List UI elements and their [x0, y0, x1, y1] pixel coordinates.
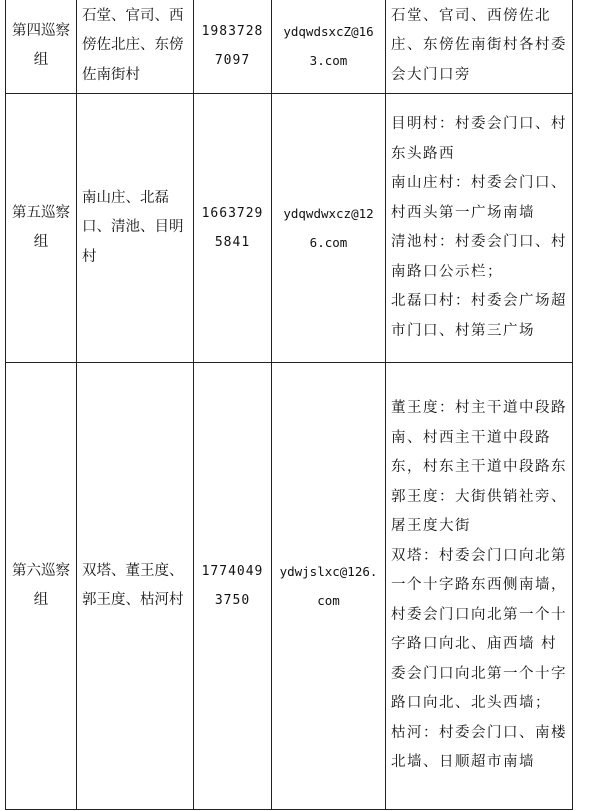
location-line: 董王度：村主干道中段路南、村西主干道中段路东，村东主干道中段路东 [391, 400, 567, 476]
phone-cell: 16637295841 [194, 94, 272, 363]
location-line: 郭王度：大街供销社旁、屠王度大街 [391, 488, 567, 535]
villages-cell: 石堂、官司、西傍佐北庄、东傍佐南街村 [77, 0, 194, 94]
group-cell: 第六巡察组 [6, 363, 77, 810]
location-line: 南山庄村：村委会门口、村西头第一广场南墙 [391, 175, 567, 221]
villages-cell: 双塔、董王度、郭王度、枯河村 [77, 363, 194, 810]
email-cell: ydwjslxc@126.com [272, 363, 386, 810]
table-row [6, 94, 573, 363]
location-line: 枯河：村委会门口、南楼北墙、日顺超市南墙 [391, 724, 567, 771]
location-line: 北磊口村：村委会广场超市门口、村第三广场 [391, 293, 567, 339]
table-row [6, 363, 573, 810]
phone-cell: 17740493750 [194, 363, 272, 810]
location-line: 清池村：村委会门口、村南路口公示栏； [391, 234, 567, 280]
email-cell: ydqwdwxcz@126.com [272, 94, 386, 363]
table-row [6, 0, 573, 94]
phone-cell: 19837287097 [194, 0, 272, 94]
group-cell: 第四巡察组 [6, 0, 77, 94]
location-line: 石堂、官司、西傍佐北庄、东傍佐南街村各村委会大门口旁 [391, 7, 567, 83]
locations-cell [386, 363, 573, 810]
locations-cell [386, 94, 573, 363]
group-cell: 第五巡察组 [6, 94, 77, 363]
location-line: 目明村：村委会门口、村东头路西 [391, 116, 567, 162]
locations-cell [386, 0, 573, 94]
villages-cell: 南山庄、北磊口、清池、目明村 [77, 94, 194, 363]
email-cell: ydqwdsxcZ@163.com [272, 0, 386, 94]
inspection-table [5, 0, 573, 810]
location-line: 双塔：村委会门口向北第一个十字路东西侧南墙，村委会门口向北第一个十字路口向北、庙西墙 村委会门口向北第一个十字路口向北、北头西墙； [391, 547, 567, 712]
